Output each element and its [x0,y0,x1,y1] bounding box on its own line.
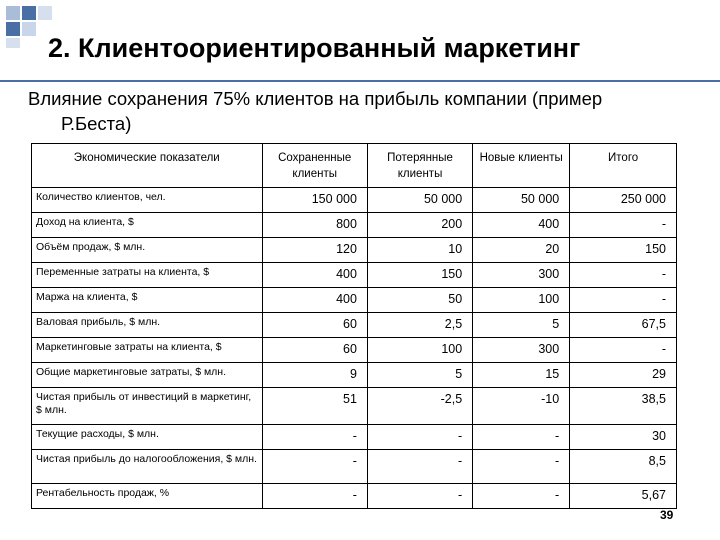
table-row [32,288,677,313]
table-cell: 400 [262,263,367,288]
row-label: Количество клиентов, чел. [32,188,263,213]
table-cell: 50 [367,288,472,313]
table-cell: - [473,450,570,484]
table-cell: 250 000 [570,188,677,213]
table-cell: 300 [473,338,570,363]
table-cell: 50 000 [473,188,570,213]
header-total: Итого [570,144,677,188]
table-cell: 300 [473,263,570,288]
table-cell: 30 [570,425,677,450]
table-row [32,425,677,450]
subtitle-line-1: Влияние сохранения 75% клиентов на прибыль компании (пример [28,88,603,109]
table-cell: 5 [367,363,472,388]
table-cell: - [367,450,472,484]
page-number: 39 [660,508,674,522]
row-label: Объём продаж, $ млн. [32,238,263,263]
row-label: Общие маркетинговые затраты, $ млн. [32,363,263,388]
table-row [32,450,677,484]
table-cell: 800 [262,213,367,238]
table-cell: 8,5 [570,450,677,484]
row-label: Маркетинговые затраты на клиента, $ [32,338,263,363]
table-cell: 5,67 [570,484,677,509]
table-cell: - [367,484,472,509]
table-cell: - [570,288,677,313]
header-indicators: Экономические показатели [32,144,263,188]
table-cell: 150 000 [262,188,367,213]
table-cell: -2,5 [367,388,472,425]
header-new: Новые клиенты [473,144,570,188]
table-cell: 120 [262,238,367,263]
table-cell: 20 [473,238,570,263]
table-cell: 67,5 [570,313,677,338]
table-cell: - [570,263,677,288]
header-retained: Сохраненные клиенты [262,144,367,188]
table-row [32,363,677,388]
table-cell: 2,5 [367,313,472,338]
table-row [32,188,677,213]
table-cell: - [473,425,570,450]
slide-subtitle [28,86,708,136]
table-cell: 5 [473,313,570,338]
table-cell: 60 [262,313,367,338]
table-row [32,238,677,263]
table-row [32,263,677,288]
table-cell: 10 [367,238,472,263]
table-cell: - [473,484,570,509]
row-label: Переменные затраты на клиента, $ [32,263,263,288]
row-label: Чистая прибыль от инвестиций в маркетинг, $ млн. [32,388,263,425]
table-cell: 60 [262,338,367,363]
table-row [32,484,677,509]
table-cell: 400 [473,213,570,238]
header-lost: Потерянные клиенты [367,144,472,188]
table-cell: - [262,425,367,450]
row-label: Маржа на клиента, $ [32,288,263,313]
table-cell: - [570,338,677,363]
table-row [32,338,677,363]
retention-profit-table [31,143,677,509]
table-cell: 200 [367,213,472,238]
table-header-row [32,144,677,188]
table-cell: 51 [262,388,367,425]
table-cell: -10 [473,388,570,425]
table-cell: 150 [570,238,677,263]
table-cell: - [262,450,367,484]
table-cell: - [570,213,677,238]
table-cell: 400 [262,288,367,313]
table-cell: 38,5 [570,388,677,425]
row-label: Валовая прибыль, $ млн. [32,313,263,338]
table-cell: 15 [473,363,570,388]
table-cell: 100 [473,288,570,313]
table-cell: 100 [367,338,472,363]
table-cell: - [367,425,472,450]
row-label: Текущие расходы, $ млн. [32,425,263,450]
title-divider [0,80,720,82]
row-label: Рентабельность продаж, % [32,484,263,509]
table-row [32,388,677,425]
table-row [32,213,677,238]
table-cell: - [262,484,367,509]
row-label: Доход на клиента, $ [32,213,263,238]
subtitle-line-2: Р.Беста) [61,113,132,134]
table-cell: 150 [367,263,472,288]
row-label: Чистая прибыль до налогообложения, $ млн. [32,450,263,484]
table-cell: 9 [262,363,367,388]
table-row [32,313,677,338]
slide-title: 2. Клиентоориентированный маркетинг [48,33,581,63]
table-cell: 50 000 [367,188,472,213]
table-cell: 29 [570,363,677,388]
